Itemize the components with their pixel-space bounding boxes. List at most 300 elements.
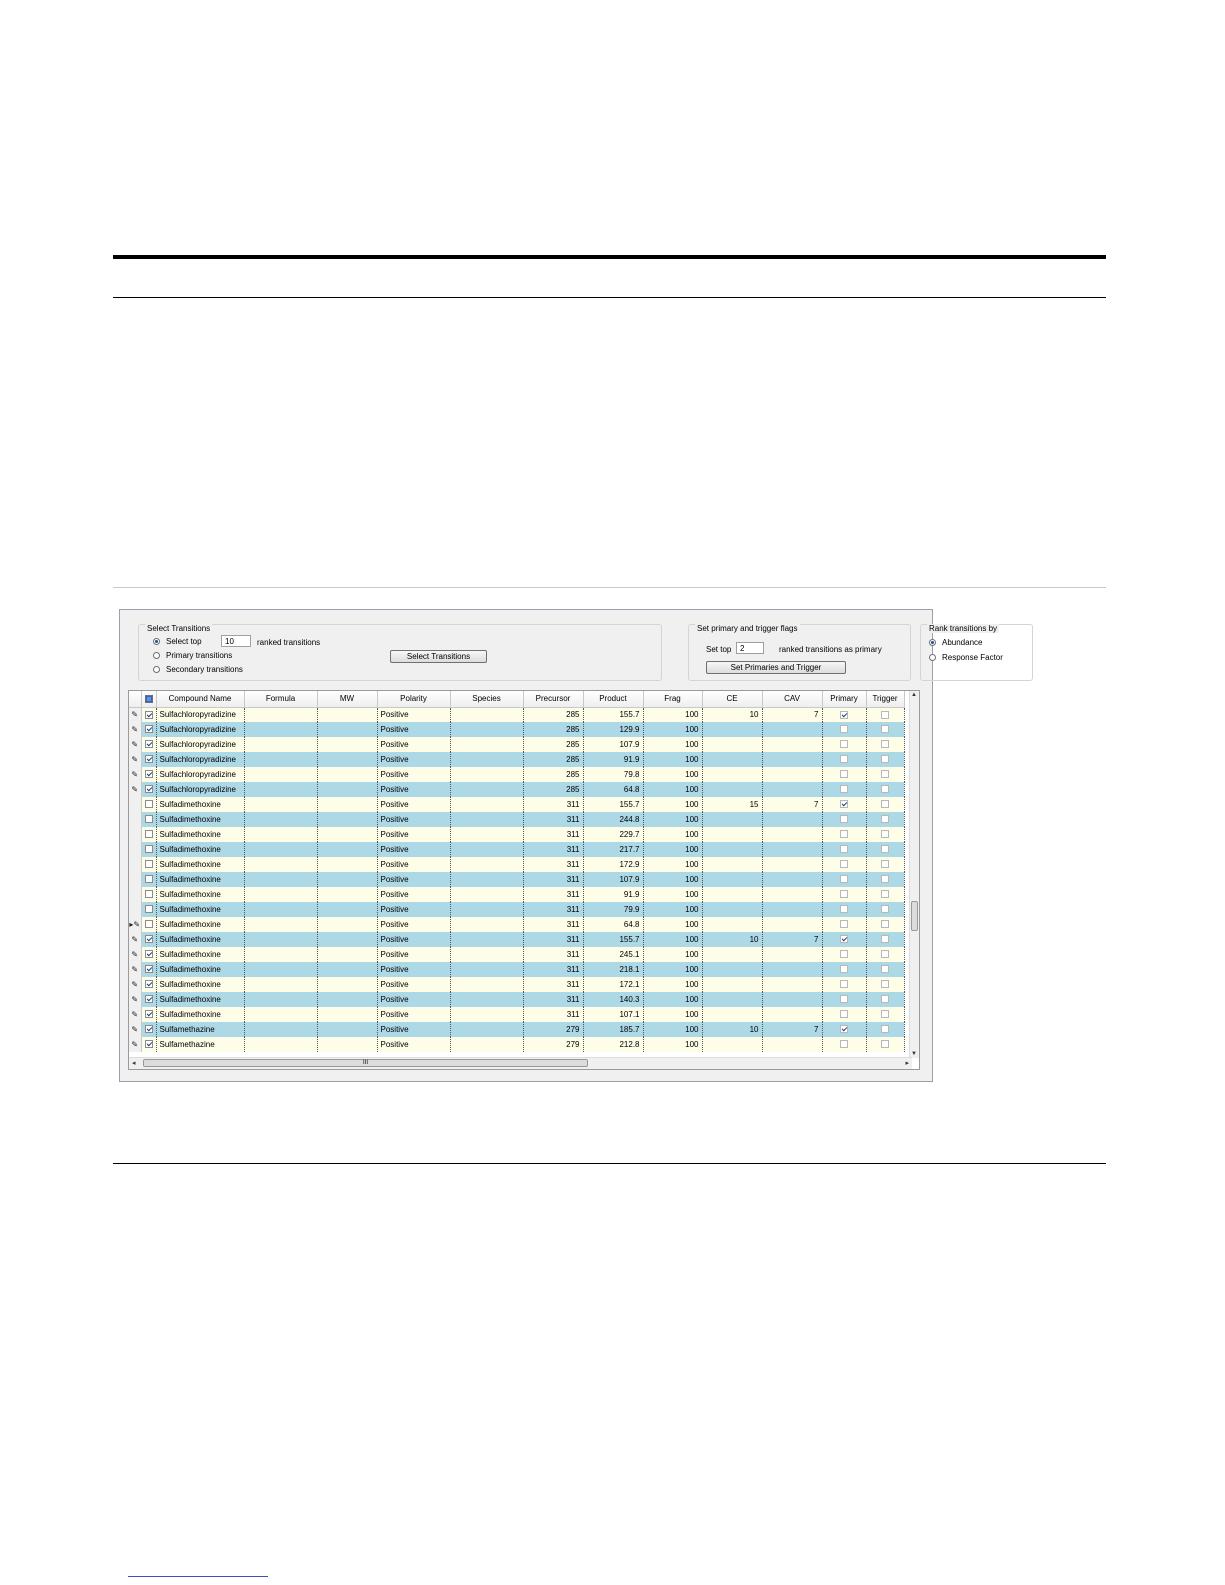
ce-cell[interactable] <box>702 887 762 902</box>
row-indicator[interactable] <box>129 782 141 797</box>
row-select-cell[interactable] <box>141 797 156 812</box>
compound-name-cell[interactable]: Sulfachloropyradizine <box>156 767 244 782</box>
polarity-cell[interactable]: Positive <box>377 722 450 737</box>
cav-cell[interactable] <box>762 737 822 752</box>
row-indicator[interactable] <box>129 872 141 887</box>
primary-cell[interactable] <box>822 887 866 902</box>
precursor-cell[interactable]: 311 <box>523 932 583 947</box>
trigger-checkbox[interactable] <box>881 980 889 988</box>
primary-cell[interactable] <box>822 812 866 827</box>
row-select-checkbox[interactable] <box>145 830 153 838</box>
primary-cell[interactable] <box>822 827 866 842</box>
frag-cell[interactable]: 100 <box>643 977 702 992</box>
compound-name-cell[interactable]: Sulfadimethoxine <box>156 962 244 977</box>
polarity-cell[interactable]: Positive <box>377 902 450 917</box>
row-indicator[interactable] <box>129 932 141 947</box>
table-row[interactable] <box>129 722 904 737</box>
ce-cell[interactable] <box>702 992 762 1007</box>
mw-cell[interactable] <box>317 917 377 932</box>
primary-checkbox[interactable] <box>840 950 848 958</box>
product-cell[interactable]: 140.3 <box>583 992 643 1007</box>
ce-cell[interactable] <box>702 827 762 842</box>
compound-name-cell[interactable]: Sulfadimethoxine <box>156 932 244 947</box>
vertical-scrollbar[interactable] <box>909 691 919 1058</box>
polarity-cell[interactable]: Positive <box>377 992 450 1007</box>
primary-cell[interactable] <box>822 1037 866 1052</box>
table-row[interactable] <box>129 887 904 902</box>
row-select-cell[interactable] <box>141 857 156 872</box>
primary-cell[interactable] <box>822 857 866 872</box>
trigger-cell[interactable] <box>866 917 904 932</box>
polarity-cell[interactable]: Positive <box>377 887 450 902</box>
trigger-checkbox[interactable] <box>881 950 889 958</box>
product-cell[interactable]: 218.1 <box>583 962 643 977</box>
product-cell[interactable]: 91.9 <box>583 887 643 902</box>
row-select-cell[interactable] <box>141 992 156 1007</box>
precursor-cell[interactable]: 285 <box>523 767 583 782</box>
ce-cell[interactable]: 10 <box>702 707 762 722</box>
compound-name-cell[interactable]: Sulfachloropyradizine <box>156 782 244 797</box>
row-select-checkbox[interactable] <box>145 1025 153 1033</box>
cav-cell[interactable] <box>762 947 822 962</box>
frag-cell[interactable]: 100 <box>643 872 702 887</box>
ce-cell[interactable]: 15 <box>702 797 762 812</box>
row-select-checkbox[interactable] <box>145 711 153 719</box>
product-cell[interactable]: 64.8 <box>583 782 643 797</box>
primary-checkbox[interactable] <box>840 1010 848 1018</box>
formula-cell[interactable] <box>244 1022 317 1037</box>
row-select-cell[interactable] <box>141 932 156 947</box>
table-row[interactable] <box>129 827 904 842</box>
frag-cell[interactable]: 100 <box>643 797 702 812</box>
col-cav[interactable]: CAV <box>762 691 822 707</box>
mw-cell[interactable] <box>317 992 377 1007</box>
polarity-cell[interactable]: Positive <box>377 947 450 962</box>
primary-cell[interactable] <box>822 707 866 722</box>
primary-checkbox[interactable] <box>840 905 848 913</box>
primary-cell[interactable] <box>822 782 866 797</box>
frag-cell[interactable]: 100 <box>643 812 702 827</box>
product-cell[interactable]: 91.9 <box>583 752 643 767</box>
trigger-cell[interactable] <box>866 827 904 842</box>
cav-cell[interactable] <box>762 887 822 902</box>
select-transitions-button[interactable]: Select Transitions <box>390 650 487 663</box>
species-cell[interactable] <box>450 827 523 842</box>
species-cell[interactable] <box>450 752 523 767</box>
table-row[interactable] <box>129 737 904 752</box>
compound-name-cell[interactable]: Sulfachloropyradizine <box>156 737 244 752</box>
primary-checkbox[interactable] <box>840 995 848 1003</box>
compound-name-cell[interactable]: Sulfadimethoxine <box>156 1007 244 1022</box>
trigger-checkbox[interactable] <box>881 770 889 778</box>
trigger-checkbox[interactable] <box>881 1010 889 1018</box>
primary-checkbox[interactable] <box>840 800 848 808</box>
row-indicator[interactable] <box>129 707 141 722</box>
trigger-cell[interactable] <box>866 992 904 1007</box>
primary-cell[interactable] <box>822 797 866 812</box>
product-cell[interactable]: 107.9 <box>583 737 643 752</box>
compound-name-cell[interactable]: Sulfamethazine <box>156 1022 244 1037</box>
primary-cell[interactable] <box>822 722 866 737</box>
trigger-checkbox[interactable] <box>881 890 889 898</box>
precursor-cell[interactable]: 285 <box>523 707 583 722</box>
precursor-cell[interactable]: 311 <box>523 977 583 992</box>
row-indicator[interactable] <box>129 737 141 752</box>
product-cell[interactable]: 107.1 <box>583 1007 643 1022</box>
species-cell[interactable] <box>450 962 523 977</box>
row-select-cell[interactable] <box>141 902 156 917</box>
primary-cell[interactable] <box>822 992 866 1007</box>
primary-cell[interactable] <box>822 767 866 782</box>
formula-cell[interactable] <box>244 707 317 722</box>
trigger-cell[interactable] <box>866 707 904 722</box>
row-select-checkbox[interactable] <box>145 890 153 898</box>
precursor-cell[interactable]: 311 <box>523 812 583 827</box>
vertical-scroll-thumb[interactable] <box>911 901 918 931</box>
col-mw[interactable]: MW <box>317 691 377 707</box>
product-cell[interactable]: 245.1 <box>583 947 643 962</box>
polarity-cell[interactable]: Positive <box>377 1007 450 1022</box>
row-select-cell[interactable] <box>141 917 156 932</box>
mw-cell[interactable] <box>317 872 377 887</box>
polarity-cell[interactable]: Positive <box>377 752 450 767</box>
precursor-cell[interactable]: 311 <box>523 917 583 932</box>
polarity-cell[interactable]: Positive <box>377 812 450 827</box>
row-indicator[interactable] <box>129 842 141 857</box>
trigger-checkbox[interactable] <box>881 905 889 913</box>
row-select-checkbox[interactable] <box>145 815 153 823</box>
row-select-cell[interactable] <box>141 1022 156 1037</box>
table-row[interactable] <box>129 1007 904 1022</box>
species-cell[interactable] <box>450 887 523 902</box>
row-select-checkbox[interactable] <box>145 950 153 958</box>
scroll-left-icon[interactable]: ◂ <box>132 1060 136 1067</box>
frag-cell[interactable]: 100 <box>643 962 702 977</box>
compound-name-cell[interactable]: Sulfadimethoxine <box>156 812 244 827</box>
row-select-checkbox[interactable] <box>145 845 153 853</box>
formula-cell[interactable] <box>244 947 317 962</box>
scroll-up-icon[interactable]: ▲ <box>911 692 917 698</box>
formula-cell[interactable] <box>244 887 317 902</box>
trigger-cell[interactable] <box>866 737 904 752</box>
species-cell[interactable] <box>450 947 523 962</box>
scroll-right-icon[interactable]: ▸ <box>905 1060 909 1067</box>
table-row[interactable] <box>129 872 904 887</box>
cav-cell[interactable] <box>762 1037 822 1052</box>
compound-name-cell[interactable]: Sulfadimethoxine <box>156 977 244 992</box>
trigger-checkbox[interactable] <box>881 875 889 883</box>
frag-cell[interactable]: 100 <box>643 947 702 962</box>
primary-checkbox[interactable] <box>840 920 848 928</box>
species-cell[interactable] <box>450 722 523 737</box>
col-frag[interactable]: Frag <box>643 691 702 707</box>
row-select-checkbox[interactable] <box>145 905 153 913</box>
compound-name-cell[interactable]: Sulfadimethoxine <box>156 842 244 857</box>
polarity-cell[interactable]: Positive <box>377 827 450 842</box>
row-indicator[interactable] <box>129 1007 141 1022</box>
mw-cell[interactable] <box>317 1022 377 1037</box>
formula-cell[interactable] <box>244 1007 317 1022</box>
trigger-cell[interactable] <box>866 857 904 872</box>
table-row[interactable] <box>129 1022 904 1037</box>
mw-cell[interactable] <box>317 842 377 857</box>
row-select-cell[interactable] <box>141 1037 156 1052</box>
precursor-cell[interactable]: 279 <box>523 1037 583 1052</box>
species-cell[interactable] <box>450 917 523 932</box>
precursor-cell[interactable]: 285 <box>523 722 583 737</box>
response-factor-option[interactable] <box>929 653 1003 662</box>
species-cell[interactable] <box>450 737 523 752</box>
col-product[interactable]: Product <box>583 691 643 707</box>
precursor-cell[interactable]: 311 <box>523 872 583 887</box>
formula-cell[interactable] <box>244 917 317 932</box>
trigger-checkbox[interactable] <box>881 830 889 838</box>
compound-name-cell[interactable]: Sulfadimethoxine <box>156 857 244 872</box>
cav-cell[interactable]: 7 <box>762 707 822 722</box>
col-primary[interactable]: Primary <box>822 691 866 707</box>
table-row[interactable] <box>129 1037 904 1052</box>
trigger-checkbox[interactable] <box>881 935 889 943</box>
frag-cell[interactable]: 100 <box>643 1022 702 1037</box>
primary-checkbox[interactable] <box>840 755 848 763</box>
cav-cell[interactable] <box>762 752 822 767</box>
ce-cell[interactable]: 10 <box>702 932 762 947</box>
trigger-checkbox[interactable] <box>881 920 889 928</box>
polarity-cell[interactable]: Positive <box>377 857 450 872</box>
col-formula[interactable]: Formula <box>244 691 317 707</box>
frag-cell[interactable]: 100 <box>643 857 702 872</box>
row-indicator[interactable] <box>129 1037 141 1052</box>
product-cell[interactable]: 212.8 <box>583 1037 643 1052</box>
ce-cell[interactable] <box>702 842 762 857</box>
table-row[interactable] <box>129 782 904 797</box>
precursor-cell[interactable]: 285 <box>523 737 583 752</box>
trigger-cell[interactable] <box>866 1022 904 1037</box>
row-select-checkbox[interactable] <box>145 860 153 868</box>
cav-cell[interactable] <box>762 782 822 797</box>
compound-name-cell[interactable]: Sulfadimethoxine <box>156 992 244 1007</box>
frag-cell[interactable]: 100 <box>643 752 702 767</box>
mw-cell[interactable] <box>317 722 377 737</box>
ce-cell[interactable] <box>702 947 762 962</box>
trigger-checkbox[interactable] <box>881 860 889 868</box>
row-indicator[interactable] <box>129 902 141 917</box>
cav-cell[interactable] <box>762 917 822 932</box>
row-select-cell[interactable] <box>141 947 156 962</box>
species-cell[interactable] <box>450 977 523 992</box>
abundance-radio[interactable] <box>929 639 936 646</box>
primary-checkbox[interactable] <box>840 830 848 838</box>
formula-cell[interactable] <box>244 872 317 887</box>
trigger-checkbox[interactable] <box>881 1025 889 1033</box>
compound-name-cell[interactable]: Sulfadimethoxine <box>156 902 244 917</box>
product-cell[interactable]: 217.7 <box>583 842 643 857</box>
primary-checkbox[interactable] <box>840 935 848 943</box>
species-cell[interactable] <box>450 992 523 1007</box>
row-indicator[interactable] <box>129 992 141 1007</box>
primary-cell[interactable] <box>822 962 866 977</box>
polarity-cell[interactable]: Positive <box>377 737 450 752</box>
table-row[interactable] <box>129 947 904 962</box>
trigger-cell[interactable] <box>866 1037 904 1052</box>
polarity-cell[interactable]: Positive <box>377 707 450 722</box>
trigger-cell[interactable] <box>866 887 904 902</box>
row-select-checkbox[interactable] <box>145 755 153 763</box>
trigger-checkbox[interactable] <box>881 711 889 719</box>
product-cell[interactable]: 172.9 <box>583 857 643 872</box>
product-cell[interactable]: 79.8 <box>583 767 643 782</box>
species-cell[interactable] <box>450 842 523 857</box>
row-select-cell[interactable] <box>141 962 156 977</box>
row-indicator[interactable] <box>129 947 141 962</box>
primary-checkbox[interactable] <box>840 890 848 898</box>
cav-cell[interactable] <box>762 962 822 977</box>
row-select-cell[interactable] <box>141 977 156 992</box>
mw-cell[interactable] <box>317 887 377 902</box>
ce-cell[interactable] <box>702 782 762 797</box>
frag-cell[interactable]: 100 <box>643 722 702 737</box>
compound-name-cell[interactable]: Sulfachloropyradizine <box>156 752 244 767</box>
table-row[interactable] <box>129 842 904 857</box>
precursor-cell[interactable]: 285 <box>523 782 583 797</box>
primary-checkbox[interactable] <box>840 980 848 988</box>
trigger-cell[interactable] <box>866 842 904 857</box>
species-cell[interactable] <box>450 797 523 812</box>
product-cell[interactable]: 172.1 <box>583 977 643 992</box>
row-indicator[interactable] <box>129 1022 141 1037</box>
precursor-cell[interactable]: 311 <box>523 827 583 842</box>
trigger-cell[interactable] <box>866 1007 904 1022</box>
mw-cell[interactable] <box>317 962 377 977</box>
trigger-checkbox[interactable] <box>881 755 889 763</box>
primary-checkbox[interactable] <box>840 965 848 973</box>
mw-cell[interactable] <box>317 857 377 872</box>
compound-name-cell[interactable]: Sulfadimethoxine <box>156 947 244 962</box>
cav-cell[interactable]: 7 <box>762 1022 822 1037</box>
formula-cell[interactable] <box>244 827 317 842</box>
table-row[interactable] <box>129 917 904 932</box>
select-all-checkbox[interactable] <box>145 695 153 703</box>
row-select-cell[interactable] <box>141 782 156 797</box>
formula-cell[interactable] <box>244 767 317 782</box>
row-select-checkbox[interactable] <box>145 785 153 793</box>
scroll-down-icon[interactable]: ▼ <box>911 1051 917 1057</box>
primary-checkbox[interactable] <box>840 725 848 733</box>
mw-cell[interactable] <box>317 977 377 992</box>
primary-cell[interactable] <box>822 917 866 932</box>
primary-checkbox[interactable] <box>840 740 848 748</box>
formula-cell[interactable] <box>244 977 317 992</box>
ce-cell[interactable] <box>702 872 762 887</box>
table-row[interactable] <box>129 932 904 947</box>
col-species[interactable]: Species <box>450 691 523 707</box>
row-select-checkbox[interactable] <box>145 1010 153 1018</box>
mw-cell[interactable] <box>317 1037 377 1052</box>
formula-cell[interactable] <box>244 1037 317 1052</box>
cav-cell[interactable] <box>762 827 822 842</box>
compound-name-cell[interactable]: Sulfamethazine <box>156 1037 244 1052</box>
primary-cell[interactable] <box>822 752 866 767</box>
cav-cell[interactable] <box>762 977 822 992</box>
row-select-checkbox[interactable] <box>145 725 153 733</box>
formula-cell[interactable] <box>244 722 317 737</box>
row-indicator[interactable] <box>129 812 141 827</box>
primary-checkbox[interactable] <box>840 845 848 853</box>
species-cell[interactable] <box>450 932 523 947</box>
formula-cell[interactable] <box>244 797 317 812</box>
ce-cell[interactable] <box>702 1037 762 1052</box>
row-indicator[interactable] <box>129 917 141 932</box>
primary-cell[interactable] <box>822 1007 866 1022</box>
cav-cell[interactable] <box>762 872 822 887</box>
table-row[interactable] <box>129 977 904 992</box>
trigger-cell[interactable] <box>866 797 904 812</box>
row-indicator[interactable] <box>129 977 141 992</box>
frag-cell[interactable]: 100 <box>643 887 702 902</box>
cav-cell[interactable] <box>762 812 822 827</box>
ce-cell[interactable] <box>702 737 762 752</box>
trigger-cell[interactable] <box>866 767 904 782</box>
formula-cell[interactable] <box>244 737 317 752</box>
product-cell[interactable]: 155.7 <box>583 707 643 722</box>
trigger-cell[interactable] <box>866 977 904 992</box>
mw-cell[interactable] <box>317 782 377 797</box>
table-row[interactable] <box>129 797 904 812</box>
product-cell[interactable]: 129.9 <box>583 722 643 737</box>
col-precursor[interactable]: Precursor <box>523 691 583 707</box>
row-indicator[interactable] <box>129 962 141 977</box>
row-select-cell[interactable] <box>141 872 156 887</box>
species-cell[interactable] <box>450 767 523 782</box>
cav-cell[interactable] <box>762 857 822 872</box>
primary-cell[interactable] <box>822 902 866 917</box>
primary-cell[interactable] <box>822 947 866 962</box>
primary-checkbox[interactable] <box>840 785 848 793</box>
species-cell[interactable] <box>450 782 523 797</box>
primary-checkbox[interactable] <box>840 875 848 883</box>
frag-cell[interactable]: 100 <box>643 782 702 797</box>
horizontal-scroll-thumb[interactable] <box>143 1059 588 1067</box>
trigger-checkbox[interactable] <box>881 800 889 808</box>
precursor-cell[interactable]: 311 <box>523 947 583 962</box>
mw-cell[interactable] <box>317 947 377 962</box>
trigger-checkbox[interactable] <box>881 725 889 733</box>
ce-cell[interactable] <box>702 812 762 827</box>
compound-name-cell[interactable]: Sulfadimethoxine <box>156 872 244 887</box>
abundance-option[interactable] <box>929 638 982 647</box>
formula-cell[interactable] <box>244 782 317 797</box>
row-select-cell[interactable] <box>141 722 156 737</box>
primary-cell[interactable] <box>822 1022 866 1037</box>
precursor-cell[interactable]: 285 <box>523 752 583 767</box>
compound-name-cell[interactable]: Sulfachloropyradizine <box>156 707 244 722</box>
precursor-cell[interactable]: 279 <box>523 1022 583 1037</box>
row-indicator[interactable] <box>129 752 141 767</box>
polarity-cell[interactable]: Positive <box>377 1022 450 1037</box>
mw-cell[interactable] <box>317 737 377 752</box>
cav-cell[interactable]: 7 <box>762 797 822 812</box>
table-row[interactable] <box>129 767 904 782</box>
mw-cell[interactable] <box>317 902 377 917</box>
trigger-checkbox[interactable] <box>881 965 889 973</box>
ce-cell[interactable] <box>702 977 762 992</box>
species-cell[interactable] <box>450 1007 523 1022</box>
primary-checkbox[interactable] <box>840 711 848 719</box>
product-cell[interactable]: 244.8 <box>583 812 643 827</box>
trigger-cell[interactable] <box>866 947 904 962</box>
trigger-checkbox[interactable] <box>881 785 889 793</box>
trigger-cell[interactable] <box>866 782 904 797</box>
